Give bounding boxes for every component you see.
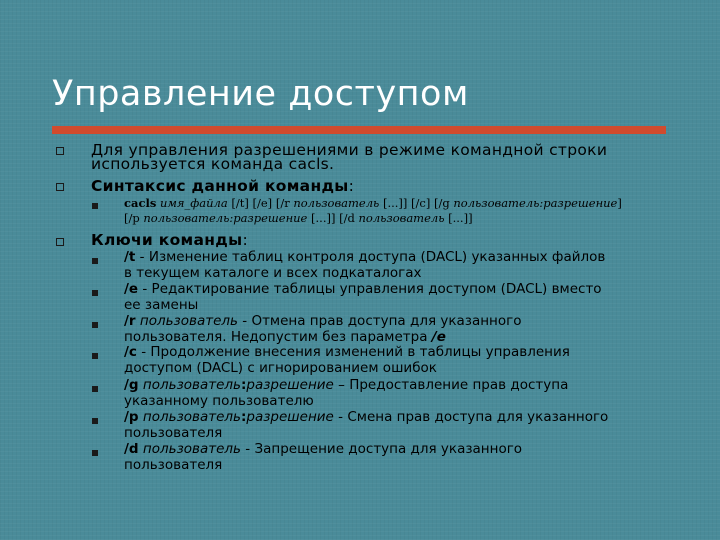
keys-heading-text: Ключи команды [91,231,243,249]
syntax-opt-g-open: [/g [434,196,450,210]
key-code: /c [124,344,137,360]
key-item-line-2: указанному пользователю [124,392,314,409]
syntax-opt-r-open: [/r [275,196,290,210]
filled-square-bullet-icon [92,418,98,424]
key-code: /e [124,281,139,297]
key-item-line-2: доступом (DACL) с игнорированием ошибок [124,359,437,376]
key-item-line-2: пользователя [124,456,223,473]
key-item-line-1 [124,345,664,361]
filled-square-bullet-icon [92,258,98,264]
key-item-line-1 [124,250,664,266]
key-item-e [124,282,664,313]
key-code: /t [124,249,136,265]
filled-square-bullet-icon [92,450,98,456]
syntax-opt-d-open: [/d [339,211,355,225]
key-item-p [124,410,664,441]
syntax-file: имя_файла [159,196,228,210]
syntax-opt-r-close: [...]] [382,196,408,210]
hollow-square-bullet-icon [56,183,64,191]
syntax-heading-colon: : [348,177,355,195]
key-arg: пользователь [138,409,241,425]
filled-square-bullet-icon [92,322,98,328]
title-underline-rule [52,126,666,134]
key-item-line-2 [124,330,664,346]
key-item-g [124,378,664,409]
key-desc-cont: пользователя. Недопустим без параметра [124,328,432,345]
keys-heading [91,233,651,247]
key-item-line-2: пользователя [124,424,223,441]
syntax-heading [91,179,651,193]
key-item-line-2: в текущем каталоге и всех подкаталогах [124,264,422,281]
key-item-line-1 [124,410,664,426]
key-arg-2: разрешение [246,377,334,393]
key-item-r [124,314,664,345]
key-desc: - Редактирование таблицы управления доступом (DACL) вместо [138,281,602,297]
key-item-d [124,442,664,473]
key-item-line-1 [124,378,664,394]
key-code: /g [124,377,139,393]
syntax-opt-c: [/c] [411,196,431,210]
key-arg: пользователь [138,377,241,393]
syntax-opt-d-arg: пользователь [358,211,445,225]
key-item-c [124,345,664,376]
syntax-line-1 [124,196,684,211]
key-item-t [124,250,664,281]
syntax-opt-t: [/t] [231,196,249,210]
key-item-line-2: ее замены [124,296,199,313]
hollow-square-bullet-icon [56,147,64,155]
syntax-opt-g-close: ] [617,196,622,210]
syntax-opt-p-arg: пользователь:разрешение [143,211,308,225]
slide-title: Управление доступом [52,74,469,114]
intro-text [91,143,651,171]
key-item-line-1 [124,282,664,298]
filled-square-bullet-icon [92,353,98,359]
syntax-opt-r-user: пользователь [293,196,380,210]
hollow-square-bullet-icon [56,238,64,246]
key-item-line-1 [124,442,664,458]
key-item-line-1 [124,314,664,330]
key-desc: - Смена прав доступа для указанного [333,409,609,425]
filled-square-bullet-icon [92,203,98,209]
key-arg-sep: : [241,409,247,425]
key-code: /p [124,409,139,425]
filled-square-bullet-icon [92,290,98,296]
key-desc: – Предоставление прав доступа [333,377,569,393]
filled-square-bullet-icon [92,386,98,392]
syntax-opt-p-close: [...]] [311,211,336,225]
intro-line-2: используется команда cacls. [91,155,335,173]
intro-line-1: Для управления разрешениями в режиме командной строки [91,141,608,159]
syntax-opt-g-arg: пользователь:разрешение [453,196,618,210]
syntax-opt-p-open: [/p [124,211,140,225]
syntax-block [124,196,684,226]
syntax-heading-text: Синтаксис данной команды [91,177,349,195]
syntax-opt-d-close: [...]] [448,211,473,225]
key-code-ref: /e [431,328,446,345]
key-arg: пользователь [135,313,238,329]
key-desc: - Отмена прав доступа для указанного [237,313,522,329]
key-arg: пользователь [138,441,241,457]
key-desc: - Продолжение внесения изменений в таблицы управления [136,344,570,360]
syntax-opt-e: [/e] [252,196,273,210]
key-desc: - Изменение таблиц контроля доступа (DACL) указанных файлов [135,249,606,265]
syntax-cmd: cacls [124,196,157,210]
key-arg-sep: : [241,377,247,393]
key-code: /r [124,313,136,329]
keys-heading-colon: : [242,231,248,249]
syntax-line-2 [124,211,684,226]
key-desc: - Запрещение доступа для указанного [241,441,523,457]
key-arg-2: разрешение [246,409,334,425]
key-code: /d [124,441,139,457]
